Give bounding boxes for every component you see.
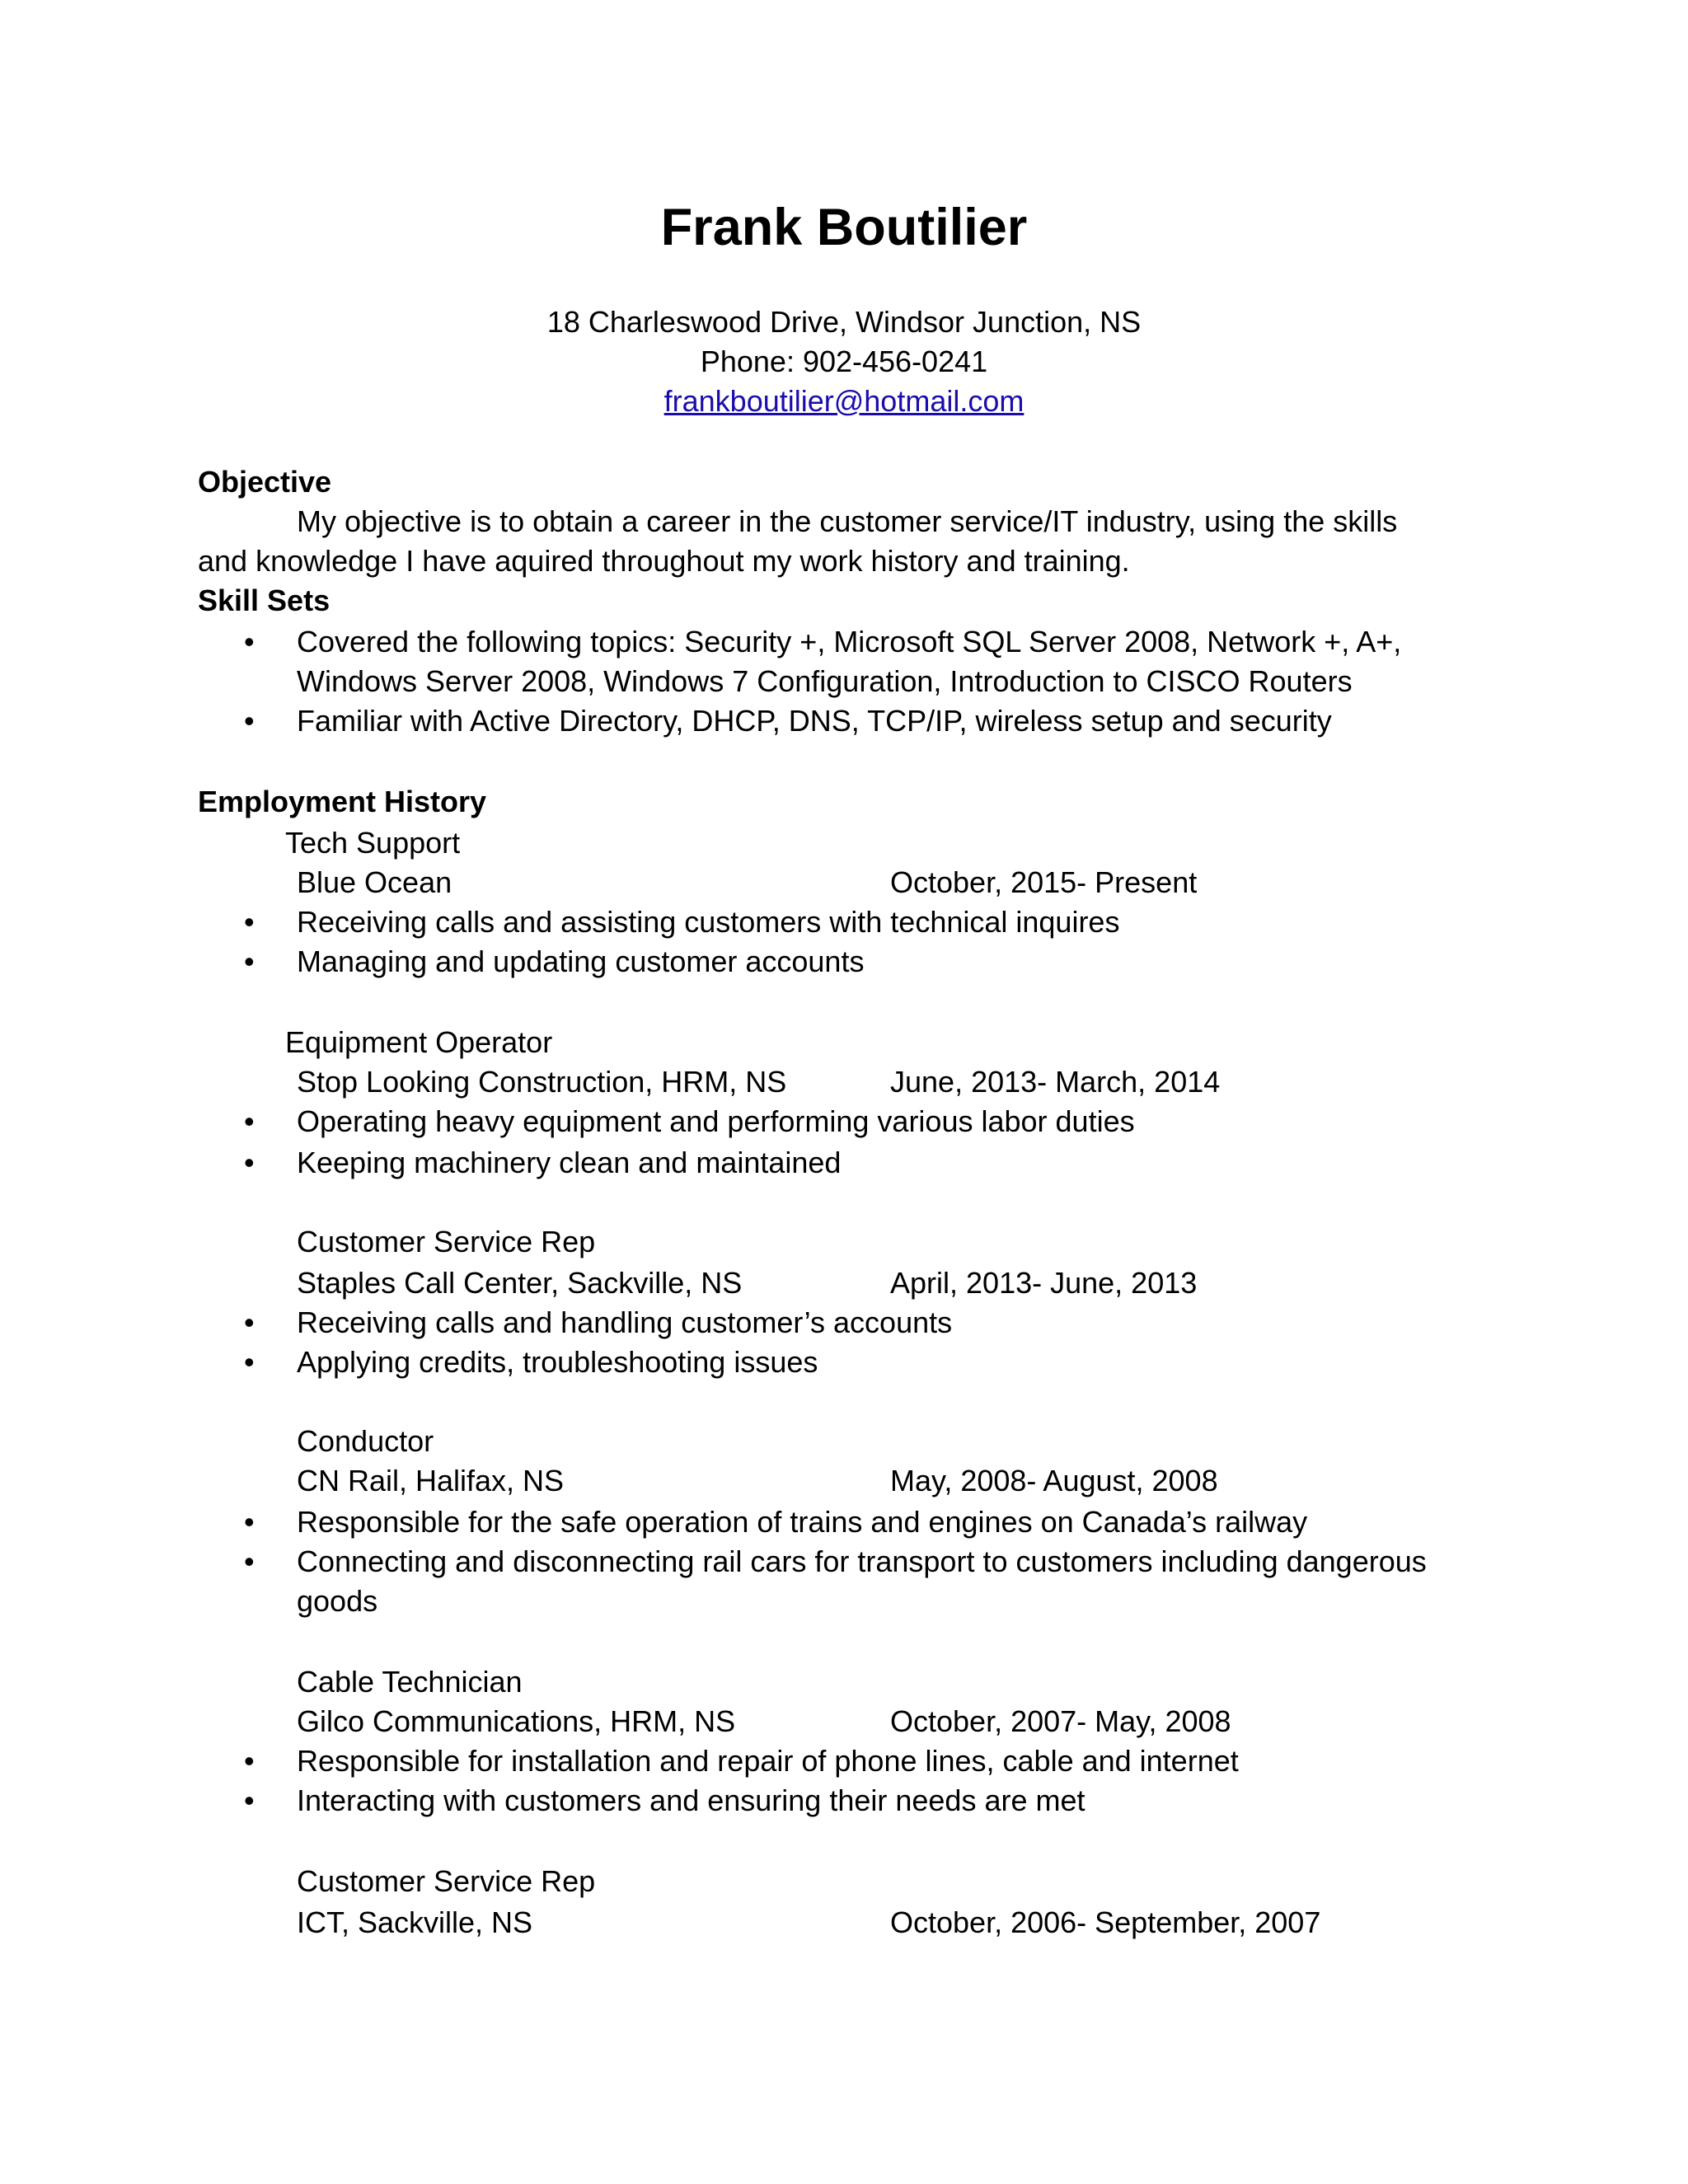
job-company: Blue Ocean (297, 865, 452, 899)
job-dates: October, 2006- September, 2007 (890, 1905, 1321, 1939)
job-bullet: Responsible for the safe operation of trains and engines on Canada’s railway (297, 1505, 1308, 1539)
bullet: • (244, 1544, 255, 1578)
job-company: CN Rail, Halifax, NS (297, 1464, 565, 1497)
resume-name: Frank Boutilier (660, 199, 1028, 256)
job-title: Tech Support (285, 826, 461, 860)
job-title: Equipment Operator (285, 1025, 553, 1059)
job-bullet: Connecting and disconnecting rail cars for transport to customers including dangerous (297, 1544, 1427, 1578)
job-bullet: Operating heavy equipment and performing various labor duties (297, 1104, 1135, 1138)
objective-line-2: and knowledge I have aquired throughout my work history and training. (198, 544, 1130, 578)
employment-heading: Employment History (198, 785, 487, 818)
bullet: • (244, 1505, 255, 1539)
bullet: • (244, 1104, 255, 1138)
job-title: Customer Service Rep (297, 1225, 596, 1258)
job-dates: April, 2013- June, 2013 (890, 1266, 1198, 1300)
phone: Phone: 902-456-0241 (700, 344, 988, 378)
objective-line-1: My objective is to obtain a career in the customer service/IT industry, using the skills (297, 504, 1398, 538)
bullet: • (244, 905, 255, 939)
bullet: • (244, 1146, 255, 1179)
job-title: Customer Service Rep (297, 1864, 596, 1898)
address: 18 Charleswood Drive, Windsor Junction, NS (546, 305, 1142, 339)
job-bullet: Interacting with customers and ensuring their needs are met (297, 1783, 1085, 1817)
job-company: Stop Looking Construction, HRM, NS (297, 1065, 787, 1099)
job-bullet: Managing and updating customer accounts (297, 944, 865, 978)
skill-item-2: Familiar with Active Directory, DHCP, DNS, TCP/IP, wireless setup and security (297, 704, 1332, 738)
bullet: • (244, 1783, 255, 1817)
bullet: • (244, 1345, 255, 1379)
job-company: Gilco Communications, HRM, NS (297, 1704, 736, 1738)
job-dates: October, 2007- May, 2008 (890, 1704, 1231, 1738)
skill-item-1-line-1: Covered the following topics: Security +, Microsoft SQL Server 2008, Network +, A+, (297, 625, 1402, 658)
job-bullet: Responsible for installation and repair of phone lines, cable and internet (297, 1744, 1239, 1778)
bullet: • (244, 1744, 255, 1778)
job-company: Staples Call Center, Sackville, NS (297, 1266, 743, 1300)
job-dates: May, 2008- August, 2008 (890, 1464, 1218, 1497)
skill-item-1-line-2: Windows Server 2008, Windows 7 Configuration, Introduction to CISCO Routers (297, 664, 1353, 698)
objective-heading: Objective (198, 465, 332, 499)
bullet: • (244, 704, 255, 738)
skills-heading: Skill Sets (198, 583, 331, 617)
job-bullet: Applying credits, troubleshooting issues (297, 1345, 818, 1379)
job-dates: June, 2013- March, 2014 (890, 1065, 1221, 1099)
job-dates: October, 2015- Present (890, 865, 1198, 899)
job-bullet: Receiving calls and handling customer’s accounts (297, 1305, 953, 1339)
job-bullet: Keeping machinery clean and maintained (297, 1146, 842, 1179)
bullet: • (244, 944, 255, 978)
bullet: • (244, 625, 255, 658)
job-bullet: Receiving calls and assisting customers with technical inquires (297, 905, 1120, 939)
job-bullet-continuation: goods (297, 1584, 378, 1618)
job-title: Conductor (297, 1424, 434, 1458)
job-title: Cable Technician (297, 1665, 523, 1699)
bullet: • (244, 1305, 255, 1339)
email-link[interactable]: frankboutilier@hotmail.com (663, 384, 1025, 418)
job-company: ICT, Sackville, NS (297, 1905, 533, 1939)
